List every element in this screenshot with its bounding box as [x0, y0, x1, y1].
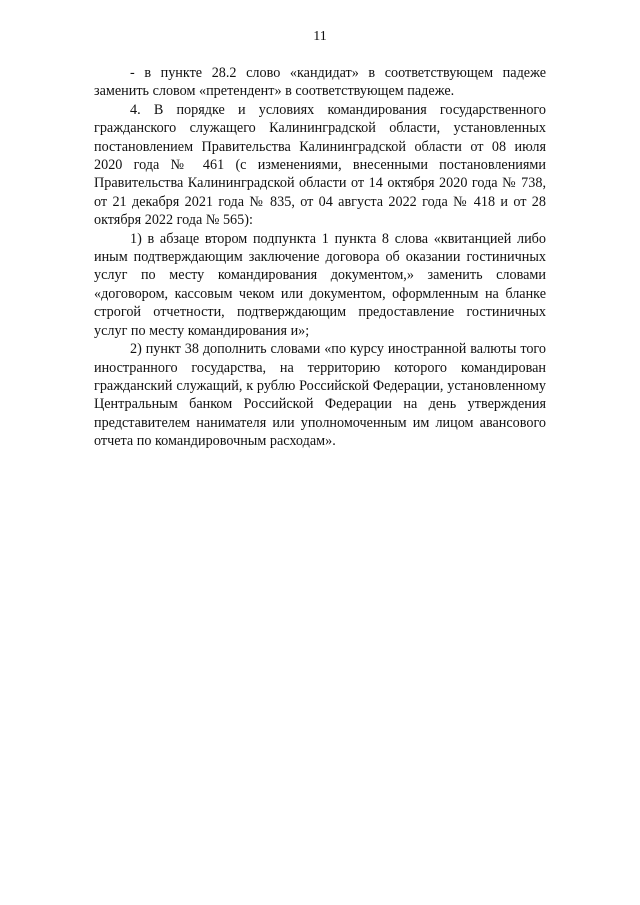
- paragraph-item-28-2: - в пункте 28.2 слово «кандидат» в соответствующем падеже заменить словом «претендент» в соответствующем падеже.: [94, 65, 546, 100]
- paragraph-subitem-1: 1) в абзаце втором подпункта 1 пункта 8 слова «квитанцией либо иным подтверждающим заключение договора об оказании гостиничных услуг по месту командирования документом,» заменить словами «договором, кассовым чеком или документом, оформленным на бланке строгой отчетности, подтверждающим предоставление гостиничных услуг по месту командирования и»;: [94, 230, 546, 339]
- paragraph-subitem-2: 2) пункт 38 дополнить словами «по курсу иностранной валюты того иностранного государства, на территорию которого командирован гражданский служащий, к рублю Российской Федерации, установленному Центральным банком Российской Федерации на день утверждения представителем нанимателя или уполномоченным им лицом авансового отчета по командировочным расходам».: [94, 341, 546, 450]
- page-number: 11: [313, 29, 327, 44]
- document-body: [94, 64, 546, 451]
- paragraph-section-4: 4. В порядке и условиях командирования государственного гражданского служащего Калининградской области, установленных постановлением Правительства Калининградской области от 08 июля 2020 года № 461 (с изменениями, внесенными постановлениями Правительства Калининградской области от 14 октября 2020 года № 738, от 21 декабря 2021 года № 835, от 04 августа 2022 года № 418 и от 28 октября 2022 года № 565):: [94, 101, 546, 229]
